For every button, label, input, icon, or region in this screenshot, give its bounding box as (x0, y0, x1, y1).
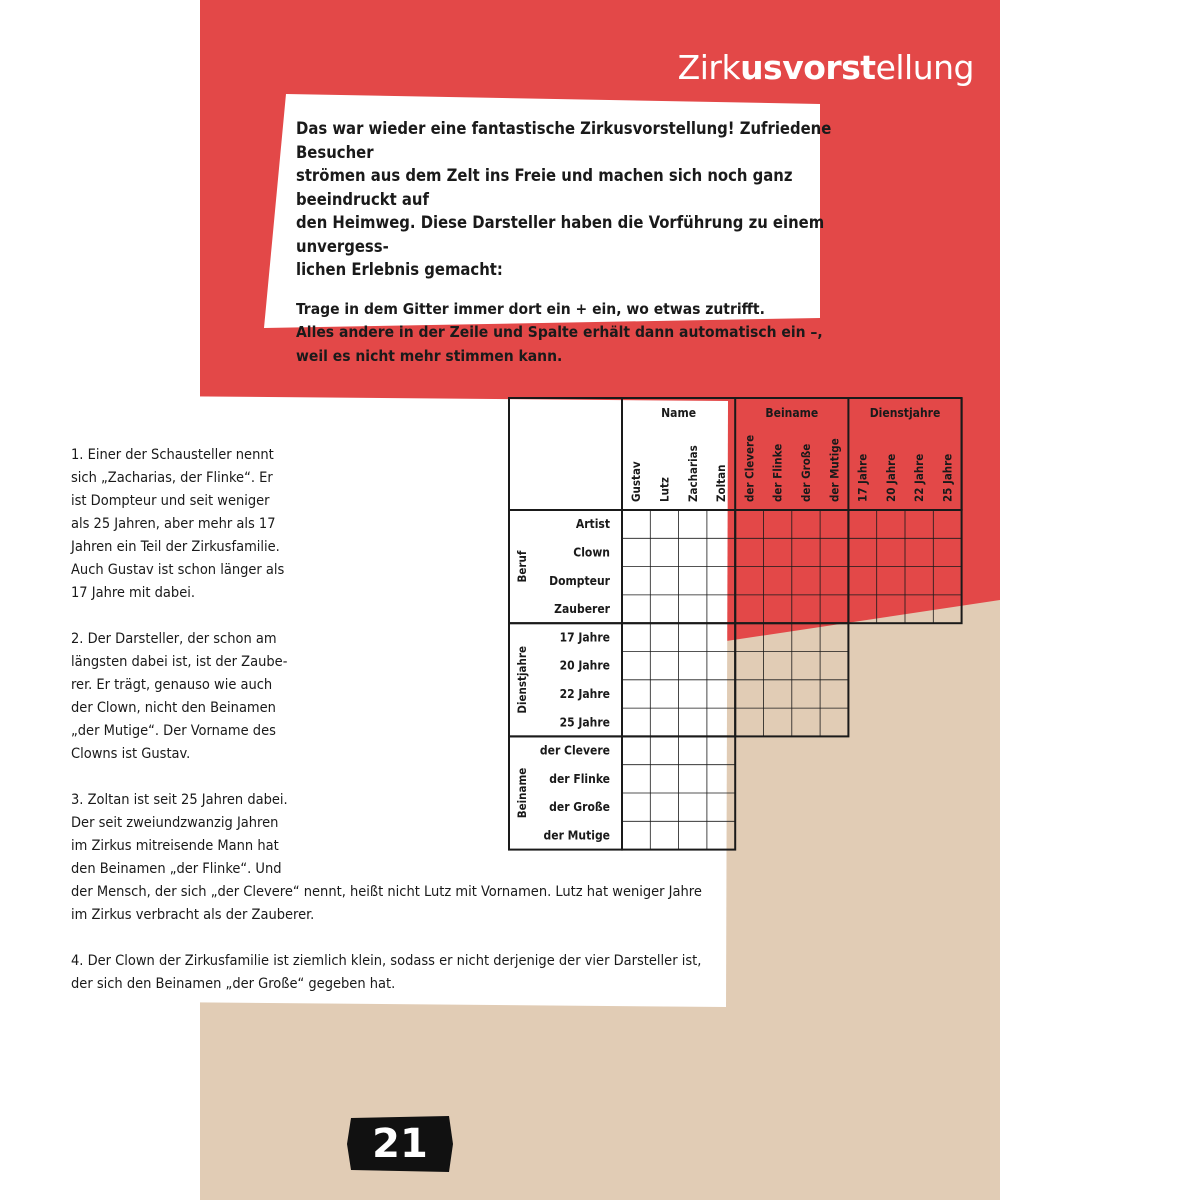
instruction-line: Alles andere in der Zeile und Spalte erhält dann automatisch ein –, (296, 323, 823, 341)
row-label: der Clevere (539, 743, 610, 758)
column-group-label: Name (661, 406, 697, 420)
row-label: Zauberer (554, 602, 610, 617)
row-group-label: Beiname (515, 767, 529, 819)
intro-line: lichen Erlebnis gemacht: (296, 260, 503, 279)
column-label: 22 Jahre (912, 453, 927, 502)
intro-line: strömen aus dem Zelt ins Freie und machen sich noch ganz beeindruckt auf (296, 166, 793, 209)
column-label: Zoltan (714, 464, 729, 502)
clue-2: 2. Der Darsteller, der schon am längsten dabei ist, ist der Zaube- rer. Er trägt, genauso wie auch der Clown, nicht den Beinamen „der Mutige“. Der Vorname des Clowns ist Gustav. (71, 631, 288, 762)
intro-line: den Heimweg. Diese Darsteller haben die Vorführung zu einem unvergess- (296, 213, 825, 256)
row-label: der Große (549, 800, 610, 815)
instruction-line: Trage in dem Gitter immer dort ein + ein, wo etwas zutrifft. (296, 299, 765, 318)
row-label: 25 Jahre (559, 715, 610, 730)
page-number-badge (345, 1114, 455, 1174)
row-group-label: Beruf (515, 550, 529, 583)
column-label: 17 Jahre (855, 453, 870, 502)
row-label: Artist (575, 517, 610, 532)
logic-grid (508, 397, 964, 853)
clue-4: 4. Der Clown der Zirkusfamilie ist ziemlich klein, sodass er nicht derjenige der vier Darsteller ist, der sich den Beinamen „der Große“ gegeben hat. (71, 953, 702, 992)
page-number: 21 (372, 1121, 428, 1167)
column-label: 20 Jahre (883, 453, 898, 502)
row-label: Dompteur (549, 573, 610, 588)
row-label: der Flinke (549, 771, 610, 786)
row-label: 17 Jahre (559, 630, 610, 645)
column-label: der Mutige (827, 438, 842, 502)
row-label: 20 Jahre (559, 658, 610, 673)
intro-text (296, 117, 856, 368)
instruction-line: weil es nicht mehr stimmen kann. (296, 346, 563, 365)
row-label: Clown (573, 545, 610, 560)
row-label: 22 Jahre (559, 686, 610, 701)
column-label: der Große (798, 443, 813, 502)
column-group-label: Dienstjahre (869, 406, 941, 420)
row-group-label: Dienstjahre (515, 645, 529, 714)
column-group-label: Beiname (765, 406, 819, 420)
row-label: der Mutige (543, 828, 610, 843)
intro-line: Das war wieder eine fantastische Zirkusvorstellung! Zufriedene Besucher (296, 119, 832, 162)
clue-3-part-1: 3. Zoltan ist seit 25 Jahren dabei. Der seit zweiundzwanzig Jahren im Zirkus mitreisende Mann hat den Beinamen „der Flinke“. Und (71, 792, 288, 877)
column-label: der Flinke (770, 443, 785, 502)
page-title: Zirkusvorstellung (677, 48, 974, 87)
clue-1: 1. Einer der Schausteller nennt sich „Zacharias, der Flinke“. Er ist Dompteur und seit weniger als 25 Jahren, aber mehr als 17 Jahren ein Teil der Zirkusfamilie. Auch Gustav ist schon länger als 17 Jahre mit dabei. (71, 447, 285, 601)
clue-3-part-2: der Mensch, der sich „der Clevere“ nennt, heißt nicht Lutz mit Vornamen. Lutz hat weniger Jahre im Zirkus verbracht als der Zauberer. (71, 884, 702, 923)
column-label: Gustav (629, 461, 644, 502)
column-label: 25 Jahre (940, 453, 955, 502)
instructions (296, 298, 856, 369)
column-label: Lutz (657, 477, 672, 502)
column-label: Zacharias (685, 445, 700, 502)
column-label: der Clevere (742, 434, 757, 502)
